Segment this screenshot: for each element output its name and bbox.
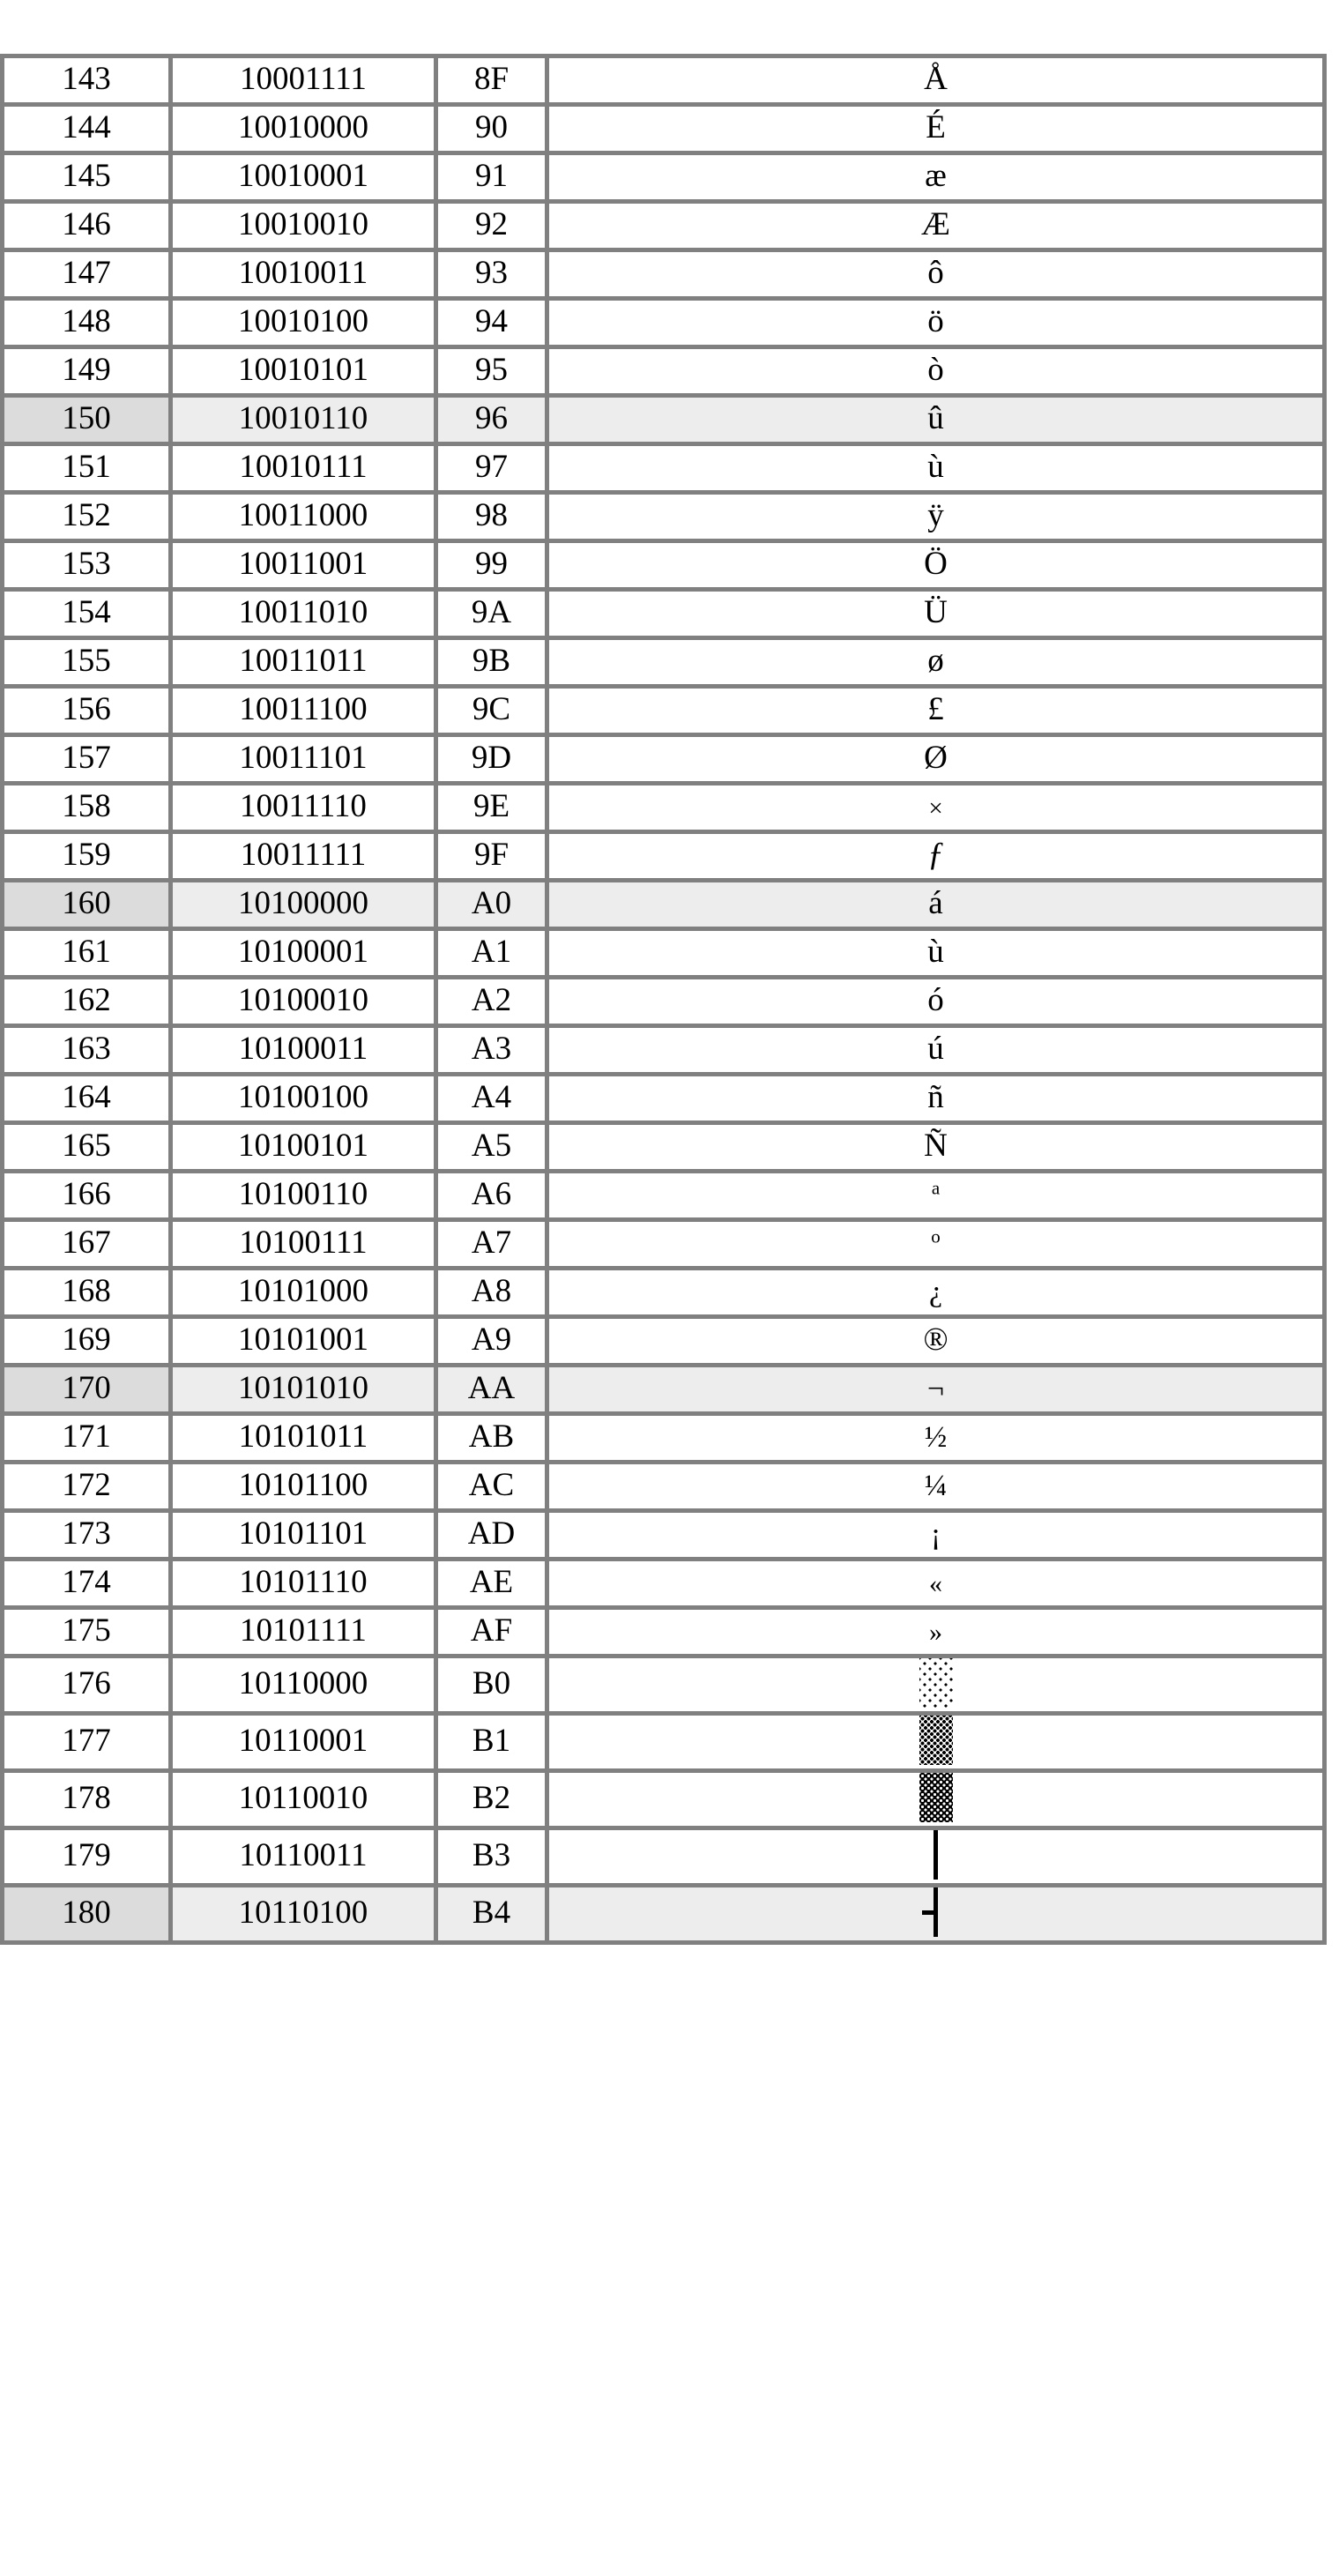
binary-cell: 10010000 (171, 105, 436, 153)
table-row (3, 929, 1325, 978)
decimal-cell: 151 (3, 444, 171, 493)
hex-cell: 96 (436, 396, 547, 444)
binary-cell: 10010100 (171, 299, 436, 347)
binary-cell: 10011100 (171, 687, 436, 735)
character-glyph: ƒ (927, 836, 944, 873)
shade-dark-block-icon (919, 1773, 953, 1822)
character-cell (547, 1511, 1325, 1560)
hex-cell: B0 (436, 1657, 547, 1714)
decimal-cell: 166 (3, 1172, 171, 1220)
character-glyph: ù (927, 448, 944, 485)
character-glyph: × (928, 793, 943, 823)
character-glyph: o (931, 1225, 941, 1247)
binary-cell: 10010011 (171, 250, 436, 299)
hex-cell: B4 (436, 1886, 547, 1943)
hex-cell: 9D (436, 735, 547, 784)
hex-cell: 90 (436, 105, 547, 153)
character-glyph: ó (927, 981, 944, 1018)
hex-cell: A2 (436, 978, 547, 1026)
decimal-cell: 174 (3, 1560, 171, 1608)
decimal-cell: 173 (3, 1511, 171, 1560)
character-glyph: Ö (924, 545, 948, 582)
character-cell (547, 978, 1325, 1026)
decimal-cell: 167 (3, 1220, 171, 1269)
character-cell (547, 347, 1325, 396)
binary-cell: 10010111 (171, 444, 436, 493)
binary-cell: 10011000 (171, 493, 436, 541)
table-row (3, 881, 1325, 929)
decimal-cell: 161 (3, 929, 171, 978)
character-glyph: ® (923, 1321, 948, 1358)
decimal-cell: 178 (3, 1771, 171, 1828)
decimal-cell: 168 (3, 1269, 171, 1317)
binary-cell: 10100010 (171, 978, 436, 1026)
binary-cell: 10101011 (171, 1414, 436, 1463)
character-cell (547, 735, 1325, 784)
binary-cell: 10001111 (171, 56, 436, 105)
character-glyph: ù (927, 933, 944, 970)
character-cell (547, 1828, 1325, 1886)
decimal-cell: 175 (3, 1608, 171, 1657)
character-cell (547, 687, 1325, 735)
binary-cell: 10011101 (171, 735, 436, 784)
decimal-cell: 171 (3, 1414, 171, 1463)
character-glyph: ñ (927, 1078, 944, 1115)
character-cell (547, 202, 1325, 250)
decimal-cell: 148 (3, 299, 171, 347)
table-row (3, 1771, 1325, 1828)
table-row (3, 1075, 1325, 1123)
ascii-table-page (0, 54, 1339, 2576)
character-glyph: » (929, 1617, 942, 1647)
table-row (3, 832, 1325, 881)
decimal-cell: 177 (3, 1714, 171, 1771)
character-glyph: ö (927, 302, 944, 339)
table-row (3, 493, 1325, 541)
character-cell (547, 1172, 1325, 1220)
decimal-cell: 172 (3, 1463, 171, 1511)
character-glyph: Ñ (924, 1127, 948, 1164)
binary-cell: 10100000 (171, 881, 436, 929)
decimal-cell: 164 (3, 1075, 171, 1123)
decimal-cell: 159 (3, 832, 171, 881)
binary-cell: 10011011 (171, 638, 436, 687)
character-cell (547, 493, 1325, 541)
character-glyph: ÿ (927, 496, 944, 533)
hex-cell: A0 (436, 881, 547, 929)
table-row (3, 590, 1325, 638)
hex-cell: A7 (436, 1220, 547, 1269)
hex-cell: 9E (436, 784, 547, 832)
decimal-cell: 149 (3, 347, 171, 396)
table-row (3, 1560, 1325, 1608)
binary-cell: 10011001 (171, 541, 436, 590)
character-cell (547, 881, 1325, 929)
character-cell (547, 299, 1325, 347)
character-cell (547, 444, 1325, 493)
character-cell (547, 1714, 1325, 1771)
decimal-cell: 154 (3, 590, 171, 638)
character-glyph: Å (924, 60, 948, 97)
character-cell (547, 1657, 1325, 1714)
binary-cell: 10011110 (171, 784, 436, 832)
decimal-cell: 156 (3, 687, 171, 735)
character-cell (547, 1608, 1325, 1657)
decimal-cell: 179 (3, 1828, 171, 1886)
box-vertical-stroke (934, 1830, 938, 1880)
table-row (3, 1886, 1325, 1943)
hex-cell: 91 (436, 153, 547, 202)
table-row (3, 396, 1325, 444)
table-row (3, 1608, 1325, 1657)
hex-cell: 94 (436, 299, 547, 347)
character-cell (547, 105, 1325, 153)
hex-cell: A3 (436, 1026, 547, 1075)
binary-cell: 10100001 (171, 929, 436, 978)
character-cell (547, 1220, 1325, 1269)
decimal-cell: 169 (3, 1317, 171, 1366)
character-cell (547, 56, 1325, 105)
table-row (3, 1317, 1325, 1366)
hex-cell: 95 (436, 347, 547, 396)
binary-cell: 10010110 (171, 396, 436, 444)
character-glyph: ò (927, 351, 944, 388)
binary-cell: 10101010 (171, 1366, 436, 1414)
hex-cell: AC (436, 1463, 547, 1511)
hex-cell: A6 (436, 1172, 547, 1220)
character-glyph: ô (927, 254, 944, 291)
decimal-cell: 165 (3, 1123, 171, 1172)
character-cell (547, 590, 1325, 638)
character-glyph: ½ (924, 1420, 948, 1454)
binary-cell: 10100110 (171, 1172, 436, 1220)
hex-cell: A5 (436, 1123, 547, 1172)
table-row (3, 978, 1325, 1026)
binary-cell: 10101001 (171, 1317, 436, 1366)
decimal-cell: 162 (3, 978, 171, 1026)
binary-cell: 10010001 (171, 153, 436, 202)
character-cell (547, 250, 1325, 299)
hex-cell: A9 (436, 1317, 547, 1366)
character-cell (547, 1123, 1325, 1172)
hex-cell: AD (436, 1511, 547, 1560)
table-row (3, 202, 1325, 250)
table-row (3, 541, 1325, 590)
binary-cell: 10101111 (171, 1608, 436, 1657)
character-cell (547, 153, 1325, 202)
shade-medium-block-icon (919, 1716, 953, 1765)
table-row (3, 1714, 1325, 1771)
table-row (3, 638, 1325, 687)
binary-cell: 10100101 (171, 1123, 436, 1172)
table-row (3, 1828, 1325, 1886)
ascii-code-table (0, 54, 1327, 1945)
box-horizontal-stroke (922, 1910, 936, 1915)
binary-cell: 10101100 (171, 1463, 436, 1511)
decimal-cell: 170 (3, 1366, 171, 1414)
character-glyph: a (931, 1176, 941, 1198)
hex-cell: 99 (436, 541, 547, 590)
hex-cell: B2 (436, 1771, 547, 1828)
character-glyph: æ (925, 157, 947, 194)
box-vertical-left-icon (919, 1887, 954, 1937)
character-glyph: « (929, 1568, 942, 1598)
decimal-cell: 157 (3, 735, 171, 784)
hex-cell: AE (436, 1560, 547, 1608)
binary-cell: 10010101 (171, 347, 436, 396)
table-row (3, 105, 1325, 153)
hex-cell: B1 (436, 1714, 547, 1771)
character-glyph: ¼ (924, 1469, 948, 1502)
hex-cell: A8 (436, 1269, 547, 1317)
binary-cell: 10100100 (171, 1075, 436, 1123)
hex-cell: 98 (436, 493, 547, 541)
character-glyph: Æ (921, 205, 950, 242)
hex-cell: 92 (436, 202, 547, 250)
binary-cell: 10010010 (171, 202, 436, 250)
character-cell (547, 1463, 1325, 1511)
binary-cell: 10011111 (171, 832, 436, 881)
binary-cell: 10110011 (171, 1828, 436, 1886)
table-row (3, 1172, 1325, 1220)
binary-cell: 10100011 (171, 1026, 436, 1075)
table-row (3, 735, 1325, 784)
character-glyph: Ü (924, 593, 948, 630)
hex-cell: 97 (436, 444, 547, 493)
character-cell (547, 1886, 1325, 1943)
character-glyph: £ (927, 690, 944, 727)
hex-cell: 8F (436, 56, 547, 105)
binary-cell: 10110100 (171, 1886, 436, 1943)
hex-cell: B3 (436, 1828, 547, 1886)
character-cell (547, 1414, 1325, 1463)
table-row (3, 1123, 1325, 1172)
decimal-cell: 152 (3, 493, 171, 541)
hex-cell: 9A (436, 590, 547, 638)
decimal-cell: 176 (3, 1657, 171, 1714)
shade-light-block-icon (919, 1658, 953, 1708)
character-cell (547, 1771, 1325, 1828)
decimal-cell: 144 (3, 105, 171, 153)
character-glyph: ú (927, 1030, 944, 1067)
decimal-cell: 147 (3, 250, 171, 299)
character-cell (547, 1026, 1325, 1075)
hex-cell: 9C (436, 687, 547, 735)
character-cell (547, 929, 1325, 978)
decimal-cell: 146 (3, 202, 171, 250)
character-cell (547, 541, 1325, 590)
hex-cell: AA (436, 1366, 547, 1414)
character-cell (547, 1560, 1325, 1608)
decimal-cell: 143 (3, 56, 171, 105)
character-cell (547, 638, 1325, 687)
table-row (3, 784, 1325, 832)
character-glyph: ¬ (926, 1372, 945, 1405)
hex-cell: AB (436, 1414, 547, 1463)
table-row (3, 1269, 1325, 1317)
binary-cell: 10101000 (171, 1269, 436, 1317)
binary-cell: 10110001 (171, 1714, 436, 1771)
character-glyph: Ø (924, 739, 948, 776)
character-cell (547, 396, 1325, 444)
binary-cell: 10011010 (171, 590, 436, 638)
decimal-cell: 150 (3, 396, 171, 444)
binary-cell: 10110010 (171, 1771, 436, 1828)
table-row (3, 1463, 1325, 1511)
table-row (3, 299, 1325, 347)
hex-cell: A1 (436, 929, 547, 978)
binary-cell: 10110000 (171, 1657, 436, 1714)
binary-cell: 10101101 (171, 1511, 436, 1560)
table-row (3, 250, 1325, 299)
hex-cell: 9F (436, 832, 547, 881)
character-cell (547, 1317, 1325, 1366)
character-glyph: É (926, 108, 946, 145)
hex-cell: 9B (436, 638, 547, 687)
character-glyph: ø (927, 642, 944, 679)
table-row (3, 1366, 1325, 1414)
character-cell (547, 784, 1325, 832)
decimal-cell: 145 (3, 153, 171, 202)
hex-cell: A4 (436, 1075, 547, 1123)
character-glyph: á (928, 884, 943, 921)
decimal-cell: 160 (3, 881, 171, 929)
table-row (3, 347, 1325, 396)
decimal-cell: 155 (3, 638, 171, 687)
table-row (3, 56, 1325, 105)
character-cell (547, 832, 1325, 881)
table-row (3, 1414, 1325, 1463)
character-glyph: ¡ (930, 1517, 941, 1551)
character-glyph: û (927, 399, 944, 436)
ascii-table-body (3, 56, 1325, 1943)
table-row (3, 1511, 1325, 1560)
table-row (3, 1026, 1325, 1075)
character-glyph: ¿ (928, 1275, 943, 1308)
hex-cell: 93 (436, 250, 547, 299)
table-row (3, 444, 1325, 493)
binary-cell: 10100111 (171, 1220, 436, 1269)
hex-cell: AF (436, 1608, 547, 1657)
decimal-cell: 153 (3, 541, 171, 590)
decimal-cell: 163 (3, 1026, 171, 1075)
decimal-cell: 158 (3, 784, 171, 832)
box-vertical-icon (919, 1830, 954, 1880)
character-cell (547, 1366, 1325, 1414)
character-cell (547, 1075, 1325, 1123)
character-cell (547, 1269, 1325, 1317)
binary-cell: 10101110 (171, 1560, 436, 1608)
table-row (3, 1657, 1325, 1714)
table-row (3, 1220, 1325, 1269)
decimal-cell: 180 (3, 1886, 171, 1943)
table-row (3, 687, 1325, 735)
table-row (3, 153, 1325, 202)
